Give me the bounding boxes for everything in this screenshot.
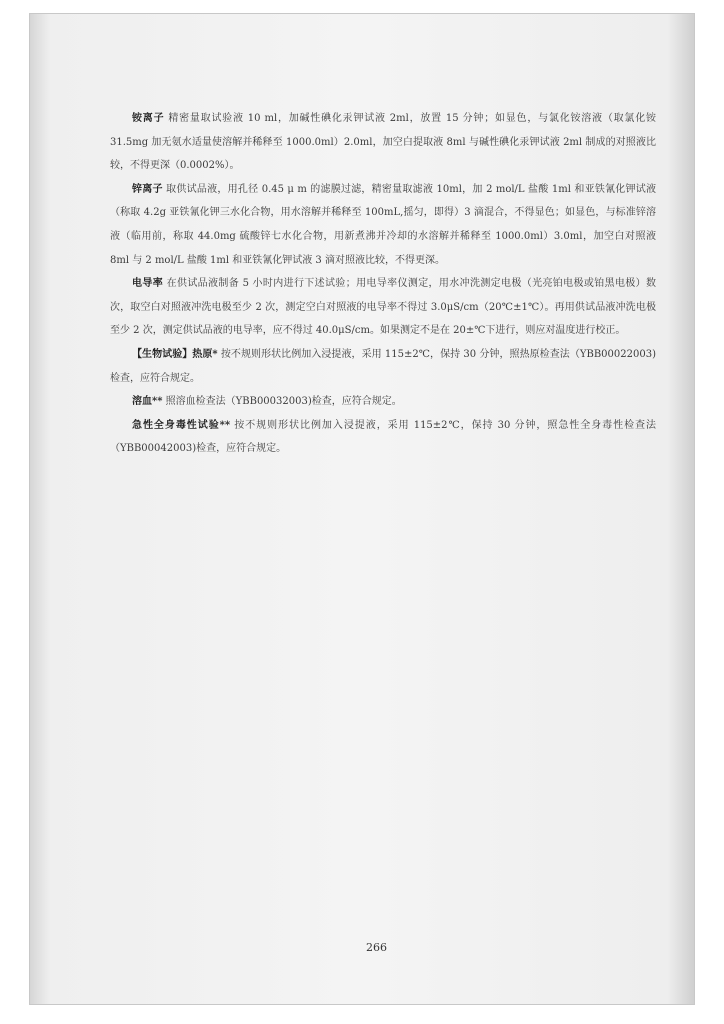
document-body xyxy=(110,107,656,461)
text-pyrogen: 按不规则形状比例加入浸提液，采用 115±2℃，保持 30 分钟，照热原检查法（YBB00022003)检查，应符合规定。 xyxy=(110,348,656,384)
paragraph-conductivity xyxy=(110,272,656,343)
paragraph-ammonium xyxy=(110,107,656,178)
heading-ammonium: 铵离子 xyxy=(132,113,165,124)
heading-hemolysis: 溶血** xyxy=(132,396,163,408)
text-acute-toxicity: 按不规则形状比例加入浸提液，采用 115±2℃，保持 30 分钟，照急性全身毒性检查法（YBB00042003)检查，应符合规定。 xyxy=(110,419,656,455)
paragraph-zinc xyxy=(110,178,656,272)
heading-conductivity: 电导率 xyxy=(132,278,164,290)
paragraph-acute-toxicity xyxy=(110,414,656,461)
heading-acute-toxicity: 急性全身毒性试验** xyxy=(132,419,231,431)
heading-zinc: 锌离子 xyxy=(132,183,163,195)
page-number: 266 xyxy=(366,941,387,954)
paragraph-hemolysis xyxy=(110,390,656,414)
text-hemolysis: 照溶血检查法（YBB00032003)检查，应符合规定。 xyxy=(162,396,402,408)
text-conductivity: 在供试品液制备 5 小时内进行下述试验；用电导率仪测定，用水冲洗测定电极（光亮铂电极或铂黑电极）数次，取空白对照液冲洗电极至少 2 次，测定空白对照液的电导率不得过 3.0μS/cm（20℃±1℃）。再用供试品液冲洗电极至少 2 次，测定供试品液的电导率，应不得过 40.0μS/cm。如果测定不是在 20±℃下进行，则应对温度进行校正。 xyxy=(110,278,657,337)
heading-pyrogen: 【生物试验】热原* xyxy=(132,348,218,360)
paragraph-pyrogen xyxy=(110,343,656,390)
text-ammonium: 精密量取试验液 10 ml，加碱性碘化汞钾试液 2ml，放置 15 分钟；如显色，与氯化铵溶液（取氯化铵 31.5mg 加无氨水适量使溶解并稀释至 1000.0ml）2.0ml，加空白提取液 8ml 与碱性碘化汞钾试液 2ml 制成的对照液比较，不得更深（0.0002%）。 xyxy=(110,113,656,172)
text-zinc: 取供试品液，用孔径 0.45 μ m 的滤膜过滤，精密量取滤液 10ml，加 2 mol/L 盐酸 1ml 和亚铁氰化钾试液（称取 4.2g 亚铁氰化钾三水化合物，用水溶解并稀释至 100mL,摇匀，即得）3 滴混合，不得显色；如显色，与标准锌溶液（临用前，称取 44.0mg 硫酸锌七水化合物，用新煮沸并冷却的水溶解并稀释至 1000.0ml）3.0ml，加空白对照液 8ml 与 2 mol/L 盐酸 1ml 和亚铁氰化钾试液 3 滴对照液比较，不得更深。 xyxy=(110,183,657,266)
